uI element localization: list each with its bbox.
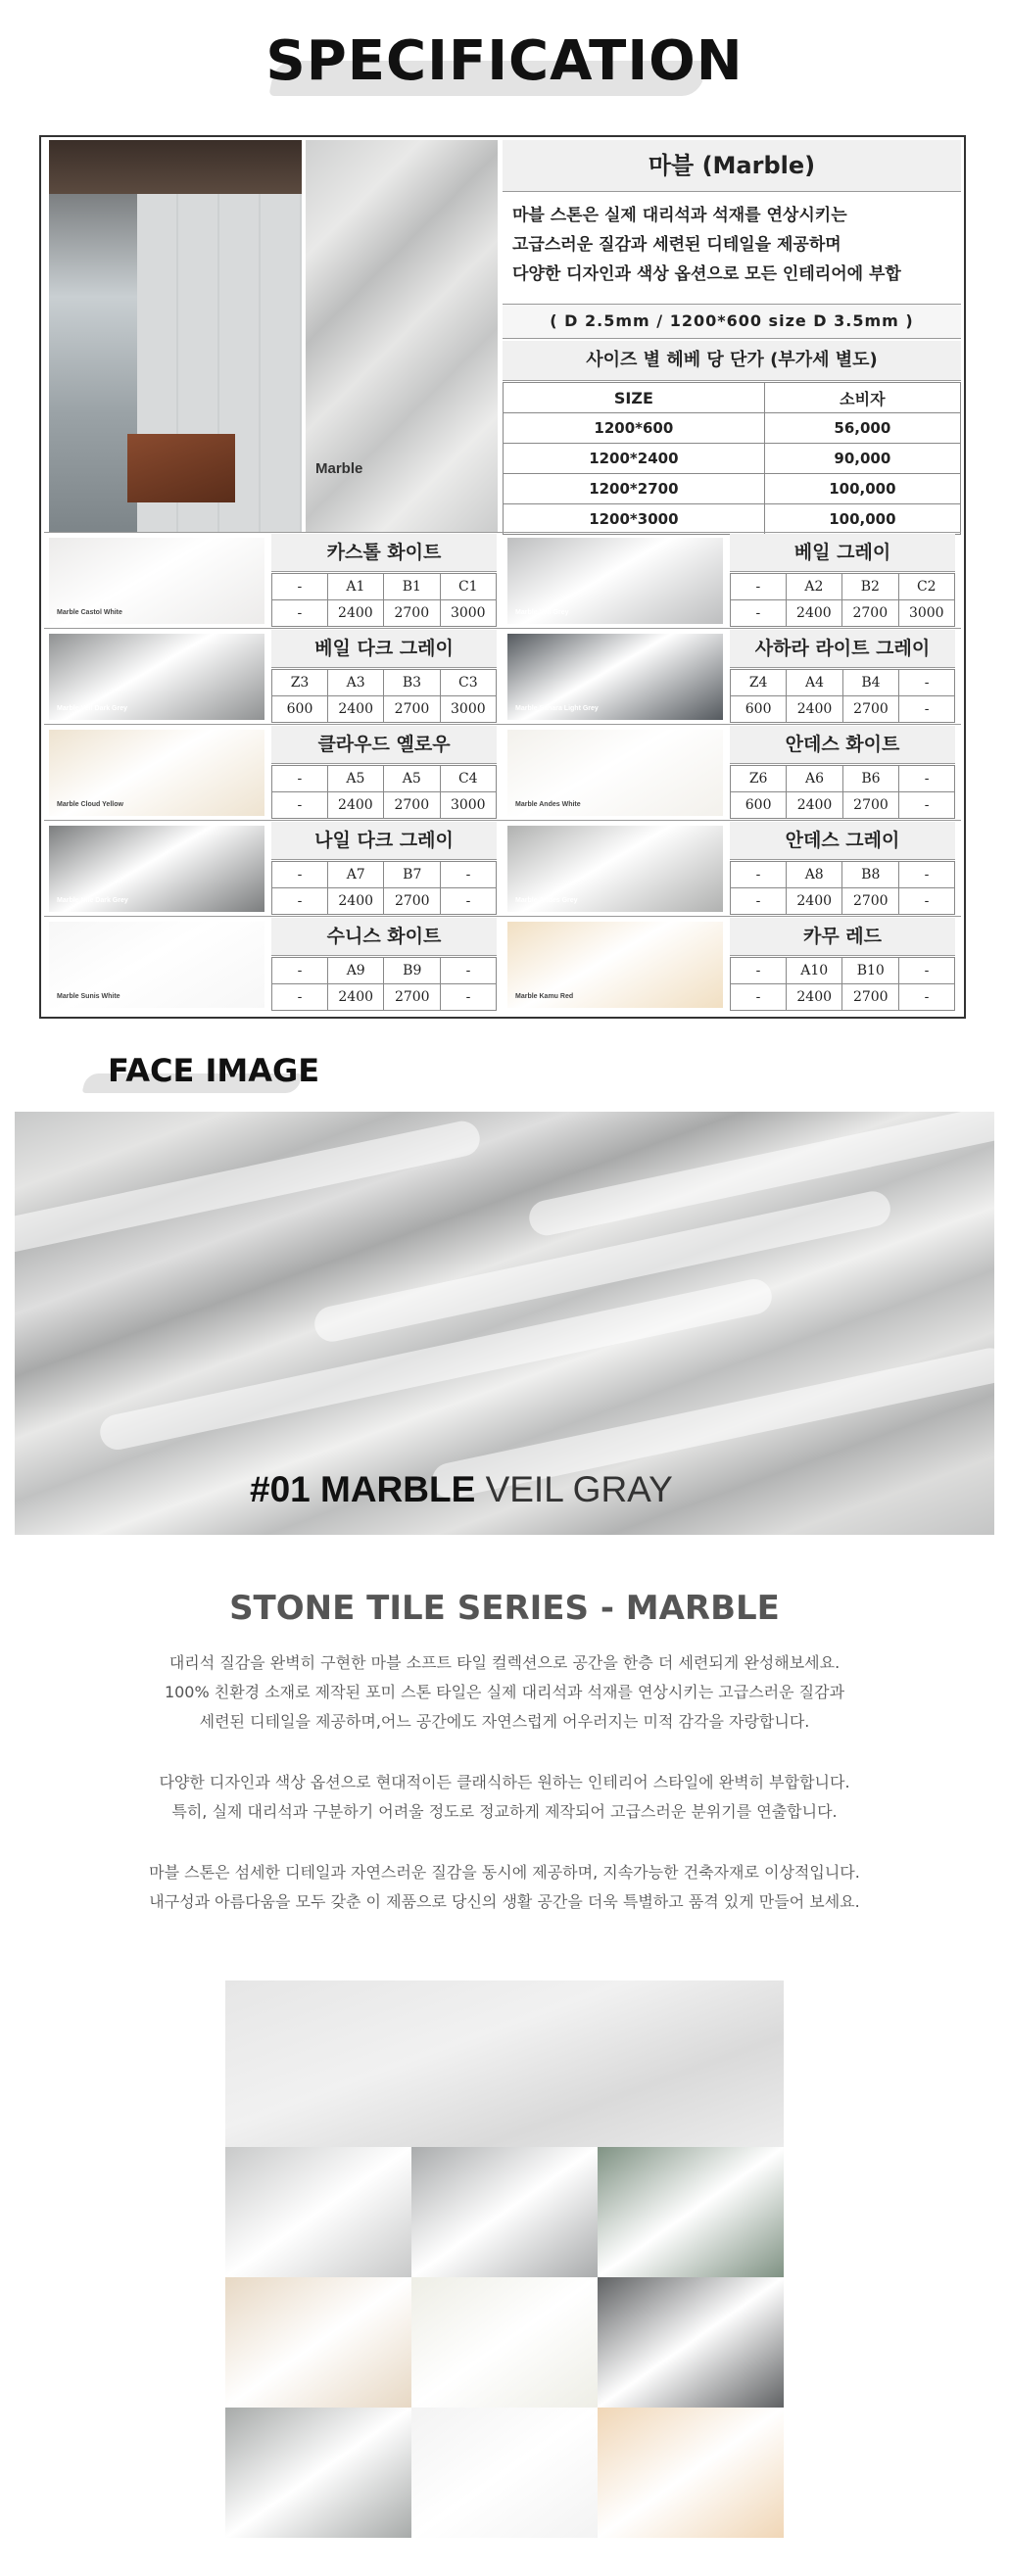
- length-cell: 2400: [328, 696, 384, 723]
- size-cell: 1200*3000: [504, 504, 765, 535]
- size-cell: 1200*2400: [504, 444, 765, 474]
- length-cell: 2400: [787, 792, 842, 819]
- table-row: [272, 670, 497, 696]
- code-cell: Z6: [731, 766, 787, 792]
- length-cell: 2400: [327, 792, 383, 819]
- length-cell: 3000: [440, 792, 496, 819]
- table-row: [731, 600, 955, 627]
- length-cell: 2700: [842, 984, 899, 1011]
- code-cell: -: [272, 574, 328, 600]
- code-cell: -: [731, 574, 787, 600]
- code-cell: -: [899, 670, 955, 696]
- length-cell: 2700: [384, 600, 440, 627]
- code-cell: -: [899, 766, 955, 792]
- table-row: [731, 670, 955, 696]
- length-cell: -: [899, 792, 955, 819]
- mosaic-tile: [225, 2408, 411, 2538]
- table-row: [272, 984, 497, 1011]
- description-line: 고급스러운 질감과 세련된 디테일을 제공하며: [512, 235, 841, 255]
- length-cell: -: [731, 984, 787, 1011]
- swatch-name: 클라우드 옐로우: [271, 726, 497, 764]
- code-cell: C2: [898, 574, 954, 600]
- code-cell: A9: [327, 958, 384, 984]
- price-cell: 100,000: [764, 474, 960, 504]
- paragraph-line: 마블 스톤은 섬세한 디테일과 자연스러운 질감을 동시에 제공하며, 지속가능한 건축자재로 이상적입니다.: [149, 1863, 860, 1882]
- code-cell: A5: [327, 766, 383, 792]
- spec-title: SPECIFICATION: [265, 29, 744, 93]
- swatch-name: 안데스 그레이: [730, 822, 955, 860]
- face-caption-bold: #01 MARBLE: [250, 1469, 476, 1509]
- code-cell: A8: [786, 862, 842, 888]
- series-title: STONE TILE SERIES - MARBLE: [229, 1589, 780, 1628]
- swatch-image: [49, 730, 264, 816]
- price-cell: 90,000: [764, 444, 960, 474]
- face-image-title: FACE IMAGE: [108, 1052, 320, 1089]
- swatch-caption: Marble Sahara Light Grey: [515, 705, 599, 712]
- swatch-caption: Marble Kamu Red: [515, 993, 574, 1000]
- swatch-code-table: [271, 861, 497, 915]
- row-divider: [44, 532, 961, 533]
- table-row: [504, 444, 961, 474]
- length-cell: 2400: [786, 984, 842, 1011]
- code-cell: B10: [842, 958, 899, 984]
- code-cell: B1: [384, 574, 440, 600]
- swatch-code-table: [271, 957, 497, 1011]
- code-cell: -: [731, 958, 787, 984]
- swatch-row: [44, 534, 961, 628]
- length-cell: 2700: [842, 600, 898, 627]
- marble-tile-mosaic: [225, 1980, 784, 2539]
- table-row: [731, 766, 955, 792]
- length-cell: -: [441, 888, 497, 915]
- code-cell: -: [272, 958, 328, 984]
- size-cell: 1200*2700: [504, 474, 765, 504]
- swatch-name: 베일 다크 그레이: [271, 630, 497, 668]
- length-cell: 2700: [384, 984, 441, 1011]
- table-row: [272, 888, 497, 915]
- code-cell: -: [899, 862, 955, 888]
- length-cell: 2700: [842, 696, 898, 723]
- swatch-caption: Marble Veil Dark Grey: [57, 705, 127, 712]
- table-row: [272, 792, 497, 819]
- table-row: [731, 792, 955, 819]
- table-row: [272, 696, 497, 723]
- code-cell: -: [272, 862, 328, 888]
- swatch-name: 사하라 라이트 그레이: [730, 630, 955, 668]
- description-line: 마블 스톤은 실제 대리석과 석재를 연상시키는: [512, 206, 847, 225]
- swatch-row: [44, 822, 961, 916]
- size-cell: 1200*600: [504, 413, 765, 444]
- product-description: [512, 201, 953, 289]
- length-cell: 2400: [327, 888, 384, 915]
- swatch-code-table: [730, 765, 955, 819]
- swatch-image: [49, 634, 264, 720]
- length-cell: 600: [731, 792, 787, 819]
- swatch-row: [44, 726, 961, 820]
- swatch-image: [507, 538, 723, 624]
- code-cell: A6: [787, 766, 842, 792]
- mosaic-tile: [225, 2147, 411, 2277]
- length-cell: 3000: [440, 696, 496, 723]
- length-cell: 2700: [384, 696, 440, 723]
- table-row: [731, 888, 955, 915]
- code-cell: C1: [440, 574, 496, 600]
- thickness-info: ( D 2.5mm / 1200*600 size D 3.5mm ): [503, 304, 961, 339]
- table-row: [272, 574, 497, 600]
- code-cell: A1: [327, 574, 383, 600]
- length-cell: 2700: [842, 792, 898, 819]
- length-cell: 600: [272, 696, 328, 723]
- length-cell: 3000: [898, 600, 954, 627]
- table-row: [731, 984, 955, 1011]
- code-cell: A4: [787, 670, 842, 696]
- length-cell: -: [731, 600, 787, 627]
- swatch-caption: Marble Andes White: [515, 801, 581, 808]
- code-cell: B3: [384, 670, 440, 696]
- length-cell: 2400: [786, 600, 841, 627]
- table-header-row: [504, 383, 961, 413]
- swatch-image: [507, 922, 723, 1008]
- row-divider: [44, 628, 961, 629]
- swatch-image: [507, 634, 723, 720]
- swatch-caption: Marble Nile Dark Grey: [57, 897, 128, 904]
- code-cell: C4: [440, 766, 496, 792]
- product-header: 마블 (Marble): [503, 140, 961, 192]
- length-cell: 2700: [384, 888, 441, 915]
- swatch-name: 나일 다크 그레이: [271, 822, 497, 860]
- paragraph-line: 다양한 디자인과 색상 옵션으로 현대적이든 클래식하든 원하는 인테리어 스타일에 완벽히 부합합니다.: [159, 1773, 850, 1791]
- swatch-name: 카스톨 화이트: [271, 534, 497, 572]
- paragraph-line: 내구성과 아름다움을 모두 갖춘 이 제품으로 당신의 생활 공간을 더욱 특별하고 품격 있게 만들어 보세요.: [149, 1892, 860, 1911]
- swatch-code-table: [730, 861, 955, 915]
- swatch-code-table: [730, 669, 955, 723]
- code-cell: B9: [384, 958, 441, 984]
- mosaic-tile: [598, 2147, 784, 2277]
- swatch-caption: Marble Veil Grey: [515, 609, 569, 616]
- length-cell: -: [272, 600, 328, 627]
- row-divider: [44, 916, 961, 917]
- paragraph-line: 100% 친환경 소재로 제작된 포미 스톤 타일은 실제 대리석과 석재를 연상시키는 고급스러운 질감과: [164, 1683, 845, 1701]
- table-row: [272, 600, 497, 627]
- length-cell: -: [899, 984, 955, 1011]
- price-column-header: 소비자: [764, 383, 960, 413]
- length-cell: 600: [731, 696, 787, 723]
- code-cell: A5: [384, 766, 440, 792]
- swatch-caption: Marble Castol White: [57, 609, 122, 616]
- code-cell: B2: [842, 574, 898, 600]
- length-cell: -: [899, 888, 955, 915]
- hero-interior-photo: [49, 140, 302, 532]
- table-row: [504, 474, 961, 504]
- length-cell: -: [272, 792, 328, 819]
- row-divider: [44, 724, 961, 725]
- code-cell: B8: [842, 862, 899, 888]
- size-price-table: [503, 382, 961, 535]
- table-row: [272, 958, 497, 984]
- hero-marble-label: Marble: [315, 460, 363, 477]
- code-cell: -: [731, 862, 787, 888]
- swatch-caption: Marble Sunis White: [57, 993, 120, 1000]
- paragraph-line: 특히, 실제 대리석과 구분하기 어려울 정도로 정교하게 제작되어 고급스러운 분위기를 연출합니다.: [171, 1802, 838, 1821]
- code-cell: -: [441, 958, 497, 984]
- length-cell: -: [899, 696, 955, 723]
- mosaic-tile: [411, 2277, 598, 2408]
- size-column-header: SIZE: [504, 383, 765, 413]
- code-cell: A7: [327, 862, 384, 888]
- code-cell: B4: [842, 670, 898, 696]
- description-line: 다양한 디자인과 색상 옵션으로 모든 인테리어에 부합: [512, 264, 901, 284]
- table-row: [272, 766, 497, 792]
- table-row: [504, 504, 961, 535]
- code-cell: -: [899, 958, 955, 984]
- swatch-code-table: [271, 573, 497, 627]
- length-cell: 2700: [842, 888, 899, 915]
- length-cell: -: [441, 984, 497, 1011]
- swatch-image: [507, 730, 723, 816]
- face-caption-light: VEIL GRAY: [485, 1469, 673, 1509]
- series-paragraph-2: [113, 1768, 896, 1827]
- length-cell: 2700: [384, 792, 440, 819]
- mosaic-tile: [411, 2408, 598, 2538]
- swatch-row: [44, 630, 961, 724]
- code-cell: -: [272, 766, 328, 792]
- swatch-code-table: [271, 669, 497, 723]
- code-cell: A3: [328, 670, 384, 696]
- price-header: 사이즈 별 헤베 당 단가 (부가세 별도): [503, 341, 961, 381]
- table-row: [272, 862, 497, 888]
- swatch-code-table: [271, 765, 497, 819]
- row-divider: [44, 820, 961, 821]
- code-cell: Z3: [272, 670, 328, 696]
- length-cell: -: [272, 888, 328, 915]
- length-cell: 2400: [327, 984, 384, 1011]
- swatch-name: 안데스 화이트: [730, 726, 955, 764]
- length-cell: 2400: [787, 696, 842, 723]
- table-row: [731, 862, 955, 888]
- paragraph-line: 세련된 디테일을 제공하며,어느 공간에도 자연스럽게 어우러지는 미적 감각을 자랑합니다.: [199, 1712, 810, 1731]
- code-cell: A2: [786, 574, 841, 600]
- mosaic-tile: [411, 2147, 598, 2277]
- swatch-code-table: [730, 573, 955, 627]
- photo-wood-bench: [127, 434, 235, 502]
- swatch-name: 베일 그레이: [730, 534, 955, 572]
- code-cell: A10: [786, 958, 842, 984]
- swatch-row: [44, 918, 961, 1012]
- series-paragraph-3: [113, 1858, 896, 1917]
- swatch-image: [49, 922, 264, 1008]
- code-cell: B6: [842, 766, 898, 792]
- marble-vein: [15, 1118, 483, 1258]
- price-cell: 56,000: [764, 413, 960, 444]
- table-row: [731, 958, 955, 984]
- length-cell: -: [272, 984, 328, 1011]
- mosaic-tile: [225, 2277, 411, 2408]
- series-paragraph-1: [113, 1648, 896, 1737]
- length-cell: 2400: [786, 888, 842, 915]
- swatch-image: [49, 538, 264, 624]
- swatch-name: 카무 레드: [730, 918, 955, 956]
- table-row: [731, 574, 955, 600]
- table-row: [731, 696, 955, 723]
- code-cell: Z4: [731, 670, 787, 696]
- code-cell: B7: [384, 862, 441, 888]
- swatch-name: 수니스 화이트: [271, 918, 497, 956]
- table-row: [504, 413, 961, 444]
- swatch-code-table: [730, 957, 955, 1011]
- mosaic-tile: [598, 2277, 784, 2408]
- swatch-caption: Marble Andes Grey: [515, 897, 578, 904]
- mosaic-top-tile: [225, 1980, 784, 2147]
- length-cell: -: [731, 888, 787, 915]
- swatch-image: [49, 826, 264, 912]
- price-cell: 100,000: [764, 504, 960, 535]
- code-cell: C3: [440, 670, 496, 696]
- face-caption: [250, 1469, 673, 1510]
- swatch-image: [507, 826, 723, 912]
- length-cell: 2400: [327, 600, 383, 627]
- paragraph-line: 대리석 질감을 완벽히 구현한 마블 소프트 타일 컬렉션으로 공간을 한층 더 세련되게 완성해보세요.: [168, 1653, 841, 1672]
- length-cell: 3000: [440, 600, 496, 627]
- swatch-caption: Marble Cloud Yellow: [57, 801, 123, 808]
- code-cell: -: [441, 862, 497, 888]
- photo-ceiling: [49, 140, 302, 194]
- mosaic-tile: [598, 2408, 784, 2538]
